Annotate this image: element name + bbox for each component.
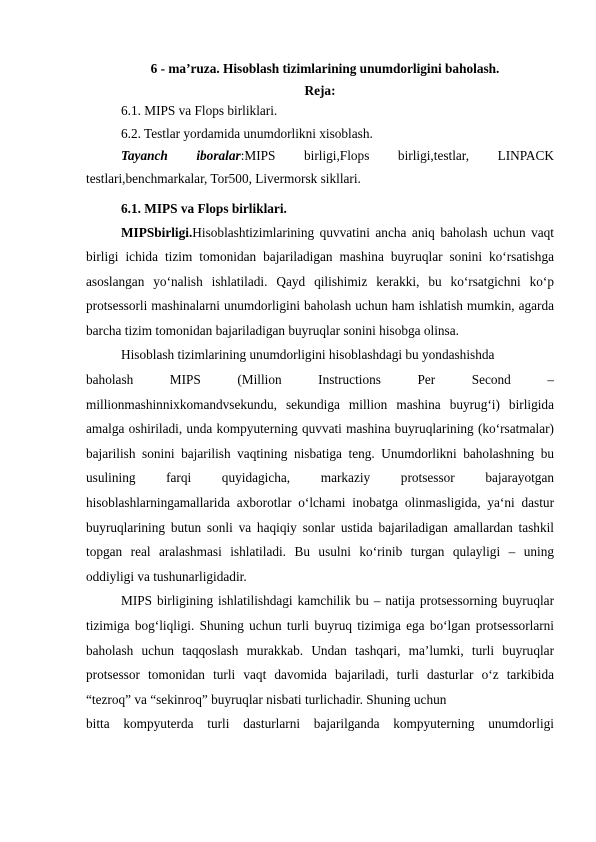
plan-heading: Reja: [304,83,336,98]
word: kompyuterning [393,716,475,732]
document-page [86,60,554,737]
plan-item: 6.1. MIPS va Flops birliklari. [121,103,278,118]
plan-item: 6.2. Testlar yordamida unumdorlikni xisoblash. [121,125,373,141]
word: (Million [237,372,282,388]
word: bitta [86,716,110,732]
paragraph-mips-drawback: MIPS birligining ishlatilishdagi kamchilik bu – natija protsessorning buyruqlar tizimiga bog‘liqligi. Shuning uchun turli buyruq tizimiga ega bo‘lgan protsessorlarni baholash uchun taqqoslash murakkab. Undan tashqari, ma’lumki, turli buyruqlar protsessor tomonidan turli vaqt davomida bajariladi, turli dasturlar o‘z tarkibida “tezroq” va “sekinroq” buyruqlar nisbati turlichadir. Shuning uchun [86,593,554,707]
word: Second [471,372,511,388]
word: Instructions [318,372,381,388]
word: – [547,372,554,388]
keywords-line [86,145,554,168]
paragraph-approach-line2 [86,368,554,393]
keywords-label-iboralar: iboralar [196,148,241,163]
paragraph-last-line [86,712,554,737]
section-heading: 6.1. MIPS va Flops birliklari. [121,201,287,216]
keyword: :MIPS [240,148,276,163]
paragraph-text: Hisoblashtizimlarining quvvatini ancha aniq baholash uchun vaqt birligi ichida tizim tomonidan bajariladigan mashina buyruqlar sonini ko‘rsatishga asoslangan yo‘nalish ishlatiladi. Qayd qilishimiz kerakki, bu ko‘rsatgichni ko‘p protsessorli mashinalarni unumdorligini baholash uchun ham ishlatish mumkin, agarda barcha tizim tomonidan bajariladigan buyruqlar sonini hisobga olinsa. [86,224,554,338]
word: baholash [86,372,134,388]
word: Per [417,372,436,388]
keywords-label-group [196,145,275,168]
keywords-label-tayanch: Tayanch [121,148,168,163]
word: dasturlarni [243,716,301,732]
paragraph-mips-unit [86,221,554,344]
paragraph-approach-line1: Hisoblash tizimlarining unumdorligini hisoblashdagi bu yondashishda [121,347,495,363]
keywords-continuation: testlari,benchmarkalar, Tor500, Livermorsk sikllari. [86,170,361,186]
word: MIPS [169,372,201,388]
keyword: LINPACK [497,148,554,163]
word: turli [207,716,230,732]
word: kompyuterda [123,716,194,732]
lecture-title: 6 - ma’ruza. Hisoblash tizimlarining unumdorligini baholash. [150,61,500,76]
keyword: birligi,Flops [303,148,370,163]
keyword: birligi,testlar, [397,148,470,163]
word: bajarilganda [313,716,380,732]
paragraph-approach-rest: millionmashinnixkomandvsekundu, sekundiga million mashina buyrug‘i) birligida amalga oshiriladi, unda kompyuterning quvvati mashina buyruqlarining (ko‘rsatmalar) bajarilish sonini bajarilish vaqtining nisbatiga teng. Unumdorlikni baholashning bu usulining farqi quyidagicha, markaziy protsessor bajarayotgan hisoblashlarningamallarida axborotlar o‘lchami inobatga olinmasligida, ya‘ni dastur buyruqlarining butun sonli va haqiqiy sonlar ustida bajariladigan amallardan tashkil topgan real aralashmasi ishlatiladi. Bu usulni ko‘rinib turgan qulayligi – uning oddiyligi va tushunarligidadir. [86,396,554,584]
word: unumdorligi [488,716,554,732]
paragraph-lead: MIPSbirligi. [121,224,193,240]
